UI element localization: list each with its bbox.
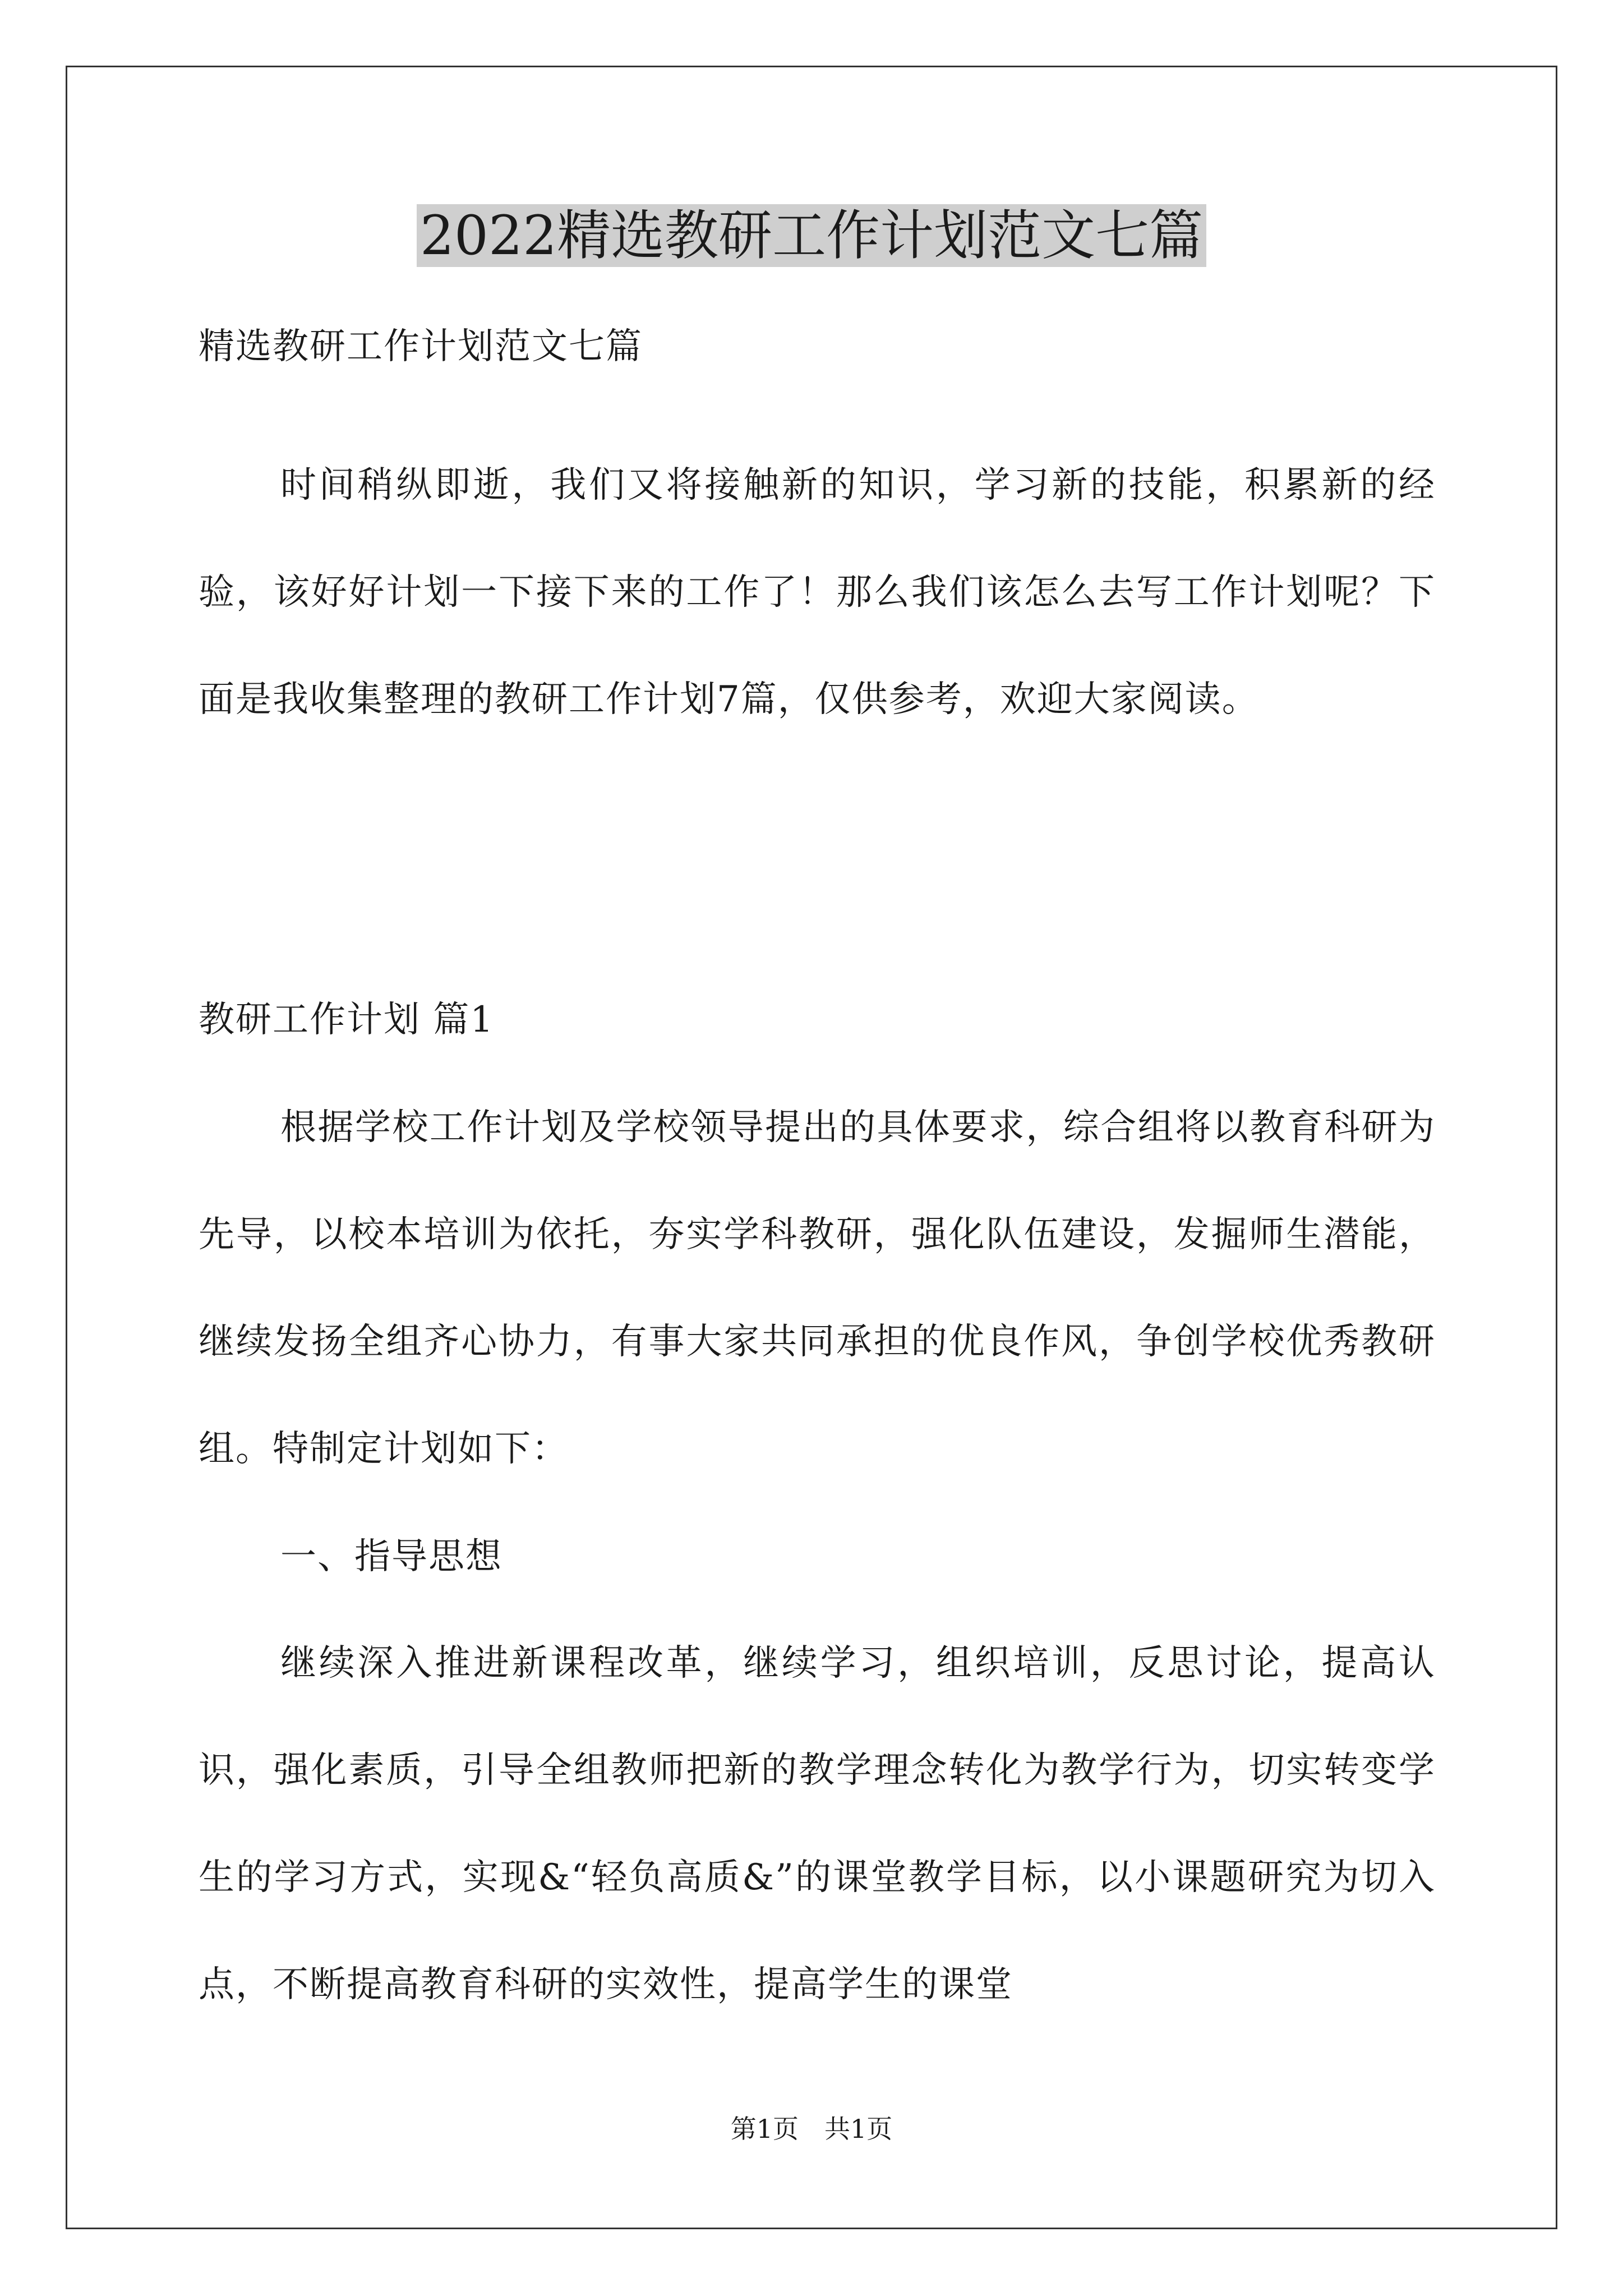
- section-paragraph-1: 根据学校工作计划及学校领导提出的具体要求，综合组将以教育科研为先导，以校本培训为依托，夯实学科教研，强化队伍建设，发掘师生潜能，继续发扬全组齐心协力，有事大家共同承担的优良作风，争创学校优秀教研组。特制定计划如下：: [199, 1107, 1436, 1470]
- document-subtitle: 精选教研工作计划范文七篇: [199, 326, 643, 367]
- intro-paragraph: 时间稍纵即逝，我们又将接触新的知识，学习新的技能，积累新的经验，该好好计划一下接下来的工作了！那么我们该怎么去写工作计划呢？下面是我收集整理的教研工作计划7篇，仅供参考，欢迎大家阅读。: [199, 464, 1436, 720]
- section-paragraph-2: 继续深入推进新课程改革，继续学习，组织培训，反思讨论，提高认识，强化素质，引导全组教师把新的教学理念转化为教学行为，切实转变学生的学习方式，实现&“轻负高质&”的课堂教学目标，以小课题研究为切入点，不断提高教育科研的实效性，提高学生的课堂: [199, 1642, 1436, 2005]
- document-title: [0, 196, 1623, 275]
- page-footer: 第1页 共1页: [730, 2114, 893, 2144]
- document-title-text: 2022精选教研工作计划范文七篇: [417, 204, 1206, 267]
- subheading-guiding-ideology: 一、指导思想: [280, 1536, 502, 1577]
- section-heading: 教研工作计划 篇1: [199, 999, 495, 1041]
